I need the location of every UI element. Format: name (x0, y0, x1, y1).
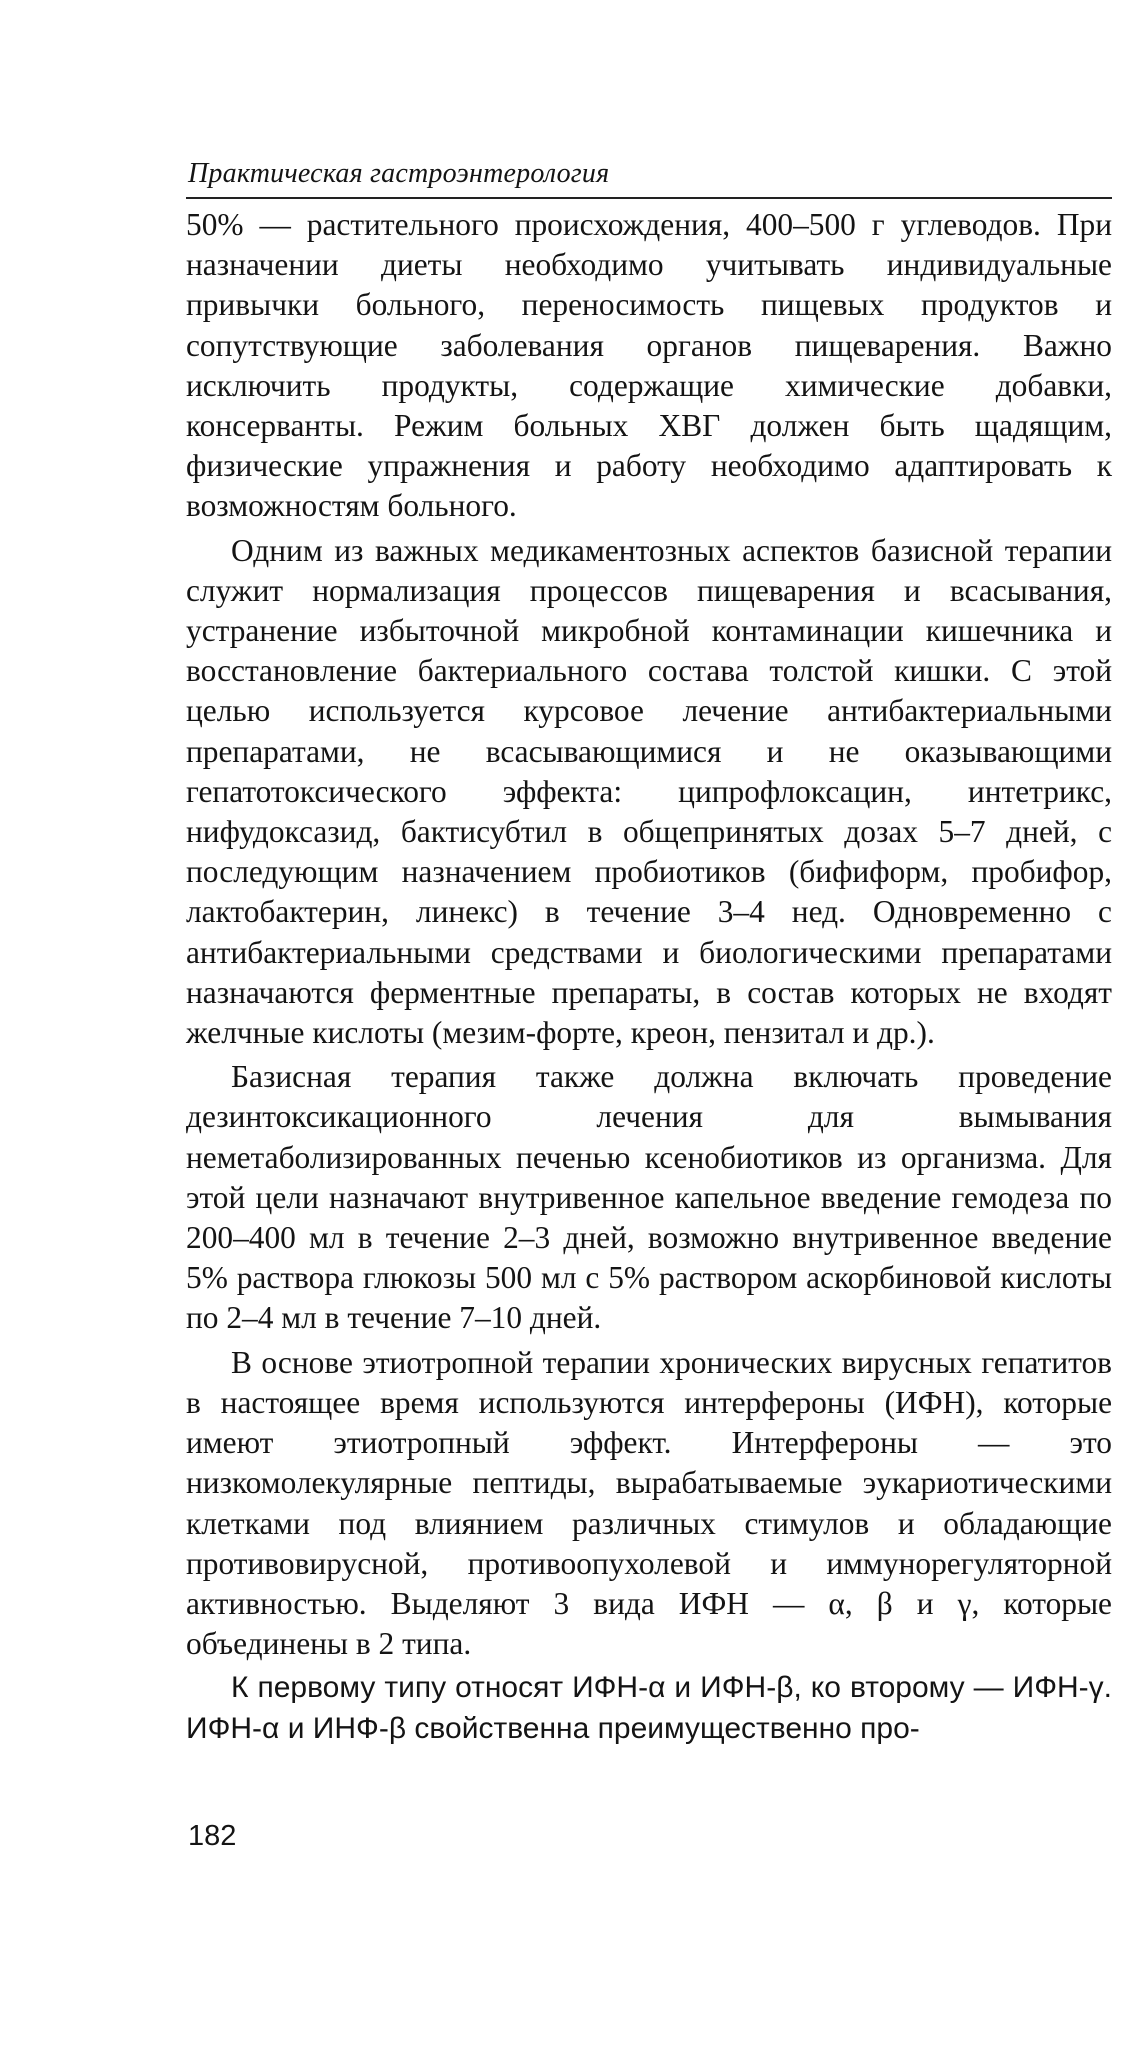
paragraph: Одним из важных медикаментозных аспектов базисной терапии служит нормализация процессов пищеварения и всасывания, устранение избыточной микробной контаминации кишечника и восстановление бактериального состава толстой кишки. С этой целью используется курсовое лечение антибактериальными препаратами, не всасывающимися и не оказывающими гепатотоксического эффекта: ципрофлоксацин, интетрикс, нифудоксазид, бактисубтил в общепринятых дозах 5–7 дней, с последующим назначением пробиотиков (бифиформ, пробифор, лактобактерин, линекс) в течение 3–4 нед. Одновременно с антибактериальными средствами и биологическими препаратами назначаются ферментные препараты, в состав которых не входят желчные кислоты (мезим-форте, креон, пензитал и др.). (186, 532, 1112, 1051)
header-rule (186, 197, 1112, 199)
running-title: Практическая гастроэнтерология (188, 158, 610, 189)
paragraph: Базисная терапия также должна включать проведение дезинтоксикационного лечения для вымывания неметаболизированных печенью ксенобиотиков из организма. Для этой цели назначают внутривенное капельное введение гемодеза по 200–400 мл в течение 2–3 дней, возможно внутривенное введение 5% раствора глюкозы 500 мл с 5% раствором аскорбиновой кислоты по 2–4 мл в течение 7–10 дней. (186, 1059, 1112, 1336)
paragraph: В основе этиотропной терапии хронических вирусных гепатитов в настоящее время используются интерфероны (ИФН), которые имеют этиотропный эффект. Интерфероны — это низкомолекулярные пептиды, вырабатываемые эукариотическими клетками под влиянием различных стимулов и обладающие противовирусной, противоопухолевой и иммунорегуляторной активностью. Выделяют 3 вида ИФН — α, β и γ, которые объединены в 2 типа. (186, 1344, 1112, 1662)
paragraph: 50% — растительного происхождения, 400–500 г углеводов. При назначении диеты необходимо учитывать индивидуальные привычки больного, переносимость пищевых продуктов и сопутствующие заболевания органов пищеварения. Важно исключить продукты, содержащие химические добавки, консерванты. Режим больных ХВГ должен быть щадящим, физические упражнения и работу необходимо адаптировать к возможностям больного. (186, 207, 1112, 524)
page-number: 182 (188, 1820, 237, 1852)
body-text (186, 205, 1112, 1753)
paragraph: К первому типу относят ИФН-α и ИФН-β, ко второму — ИФН-γ. ИФН-α и ИНФ-β свойственна преимущественно про- (186, 1671, 1112, 1745)
